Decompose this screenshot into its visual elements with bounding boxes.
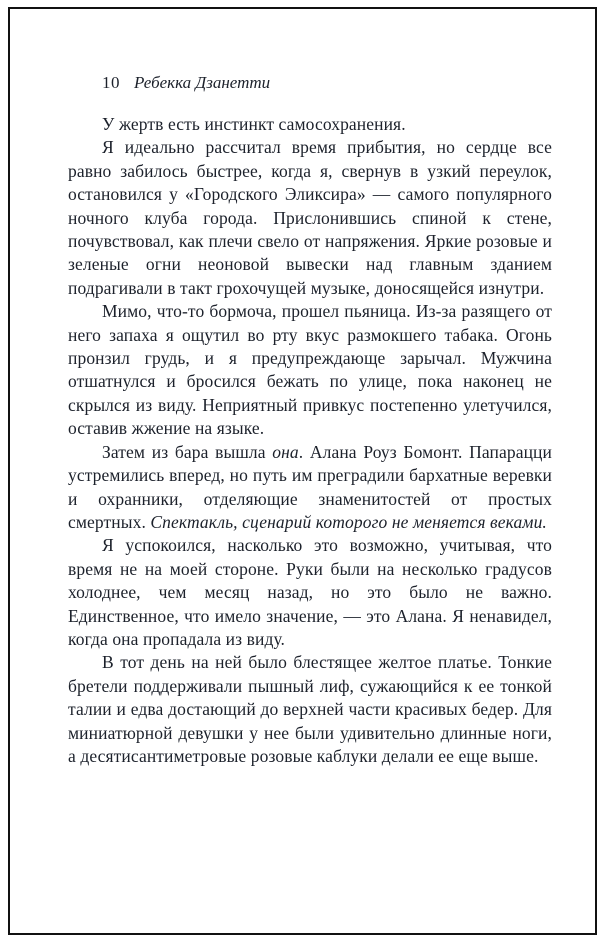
running-head-author: Ребекка Дзанетти — [134, 73, 271, 92]
italic-phrase: она — [272, 441, 299, 462]
italic-phrase: Спектакль, сценарий которого не меняется веками. — [150, 511, 547, 532]
text-segment: Я идеально рассчитал время прибытия, но сердце все равно забилось быстрее, когда я, свернув в узкий переулок, остановился у «Городского Эликсира» — самого популярного ночного клуба города. Прислонившись спиной к стене, почувствовал, как плечи свело от напряжения. Яркие розовые и зеленые огни неоновой вывески над главным зданием подрагивали в такт грохочущей музыке, доносящейся изнутри. — [68, 137, 552, 298]
page-content — [68, 72, 552, 768]
text-segment: . Алана Роуз Бомонт. Папарацци устремились вперед, но путь им преградили бархатные веревки и охранники, отделяющие знаменитостей от простых смертных. — [68, 441, 552, 532]
paragraph — [68, 441, 552, 535]
running-header — [102, 72, 552, 94]
text-segment: Затем из бара вышла — [102, 441, 273, 462]
paragraph — [68, 136, 552, 300]
page-number: 10 — [102, 73, 120, 92]
text-segment: В тот день на ней было блестящее желтое платье. Тонкие бретели поддерживали пышный лиф, сужающийся к ее тонкой талии и едва достающий до верхней части красивых бедер. Для миниатюрной девушки у нее были удивительно длинные ноги, а десятисантиметровые розовые каблуки делали ее еще выше. — [68, 652, 552, 766]
paragraph — [68, 534, 552, 651]
page-border-frame — [8, 7, 597, 935]
paragraph — [68, 113, 552, 136]
text-segment: Я успокоился, насколько это возможно, учитывая, что время не на моей стороне. Руки были на несколько градусов холоднее, чем месяц назад, но это было не важно. Единственное, что имело значение, — это Алана. Я ненавидел, когда она пропадала из виду. — [68, 535, 552, 649]
paragraph — [68, 651, 552, 768]
text-segment: Мимо, что-то бормоча, прошел пьяница. Из-за разящего от него запаха я ощутил во рту вкус размокшего табака. Огонь пронзил грудь, и я предупреждающе зарычал. Мужчина отшатнулся и бросился бежать по улице, пока наконец не скрылся из виду. Неприятный привкус постепенно улетучился, оставив жжение на языке. — [68, 301, 552, 439]
paragraph — [68, 300, 552, 440]
text-segment: У жертв есть инстинкт самосохранения. — [102, 114, 406, 134]
page-body — [68, 113, 552, 768]
